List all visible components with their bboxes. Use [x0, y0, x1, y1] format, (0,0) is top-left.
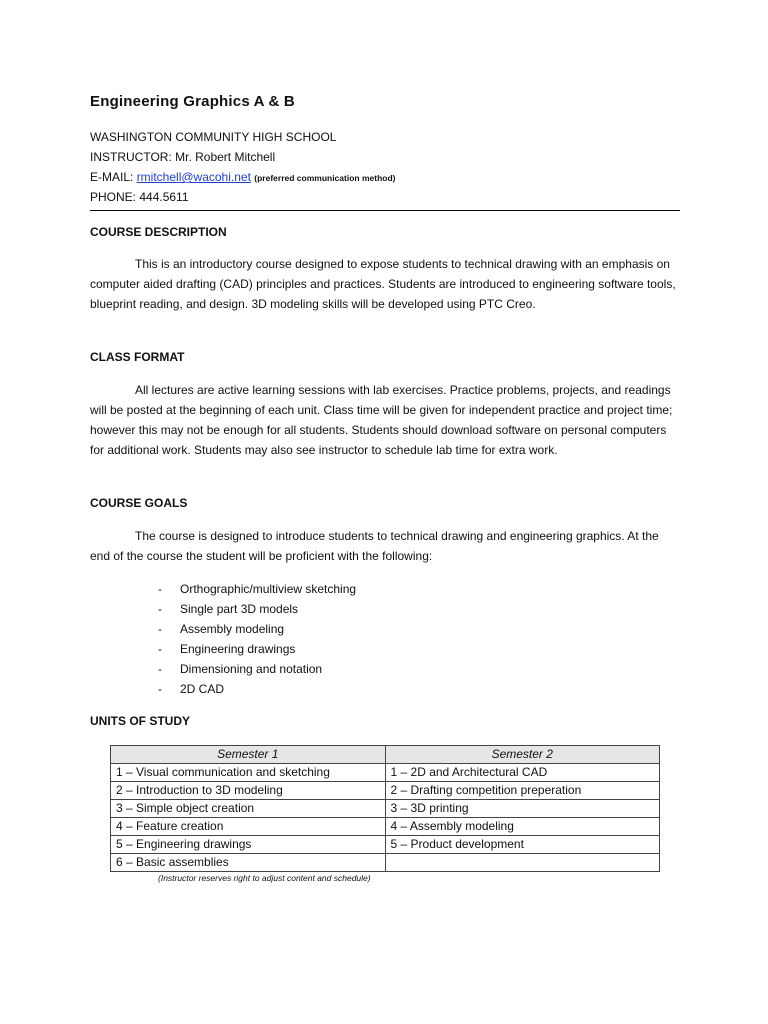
table-cell: 3 – 3D printing	[385, 800, 660, 818]
table-cell: 4 – Assembly modeling	[385, 818, 660, 836]
table-row	[111, 836, 660, 854]
list-item: - Single part 3D models	[158, 599, 356, 619]
course-goals-heading: COURSE GOALS	[90, 496, 188, 510]
goals-list	[158, 579, 356, 699]
units-table	[110, 745, 660, 872]
table-cell: 5 – Product development	[385, 836, 660, 854]
list-item: - Dimensioning and notation	[158, 659, 356, 679]
column-header-semester-2: Semester 2	[385, 746, 660, 764]
table-header-row	[111, 746, 660, 764]
table-cell: 2 – Drafting competition preperation	[385, 782, 660, 800]
list-item: - Engineering drawings	[158, 639, 356, 659]
email-line	[90, 169, 395, 186]
units-table-note: (Instructor reserves right to adjust content and schedule)	[158, 873, 371, 883]
instructor-line: INSTRUCTOR: Mr. Robert Mitchell	[90, 150, 276, 164]
bullet-dash: -	[158, 642, 162, 656]
email-link[interactable]: rmitchell@wacohi.net	[136, 170, 251, 184]
table-row	[111, 782, 660, 800]
course-description-heading: COURSE DESCRIPTION	[90, 225, 227, 239]
table-row	[111, 854, 660, 872]
column-header-semester-1: Semester 1	[111, 746, 386, 764]
phone-line: PHONE: 444.5611	[90, 190, 189, 204]
list-item: - 2D CAD	[158, 679, 356, 699]
bullet-dash: -	[158, 582, 162, 596]
bullet-dash: -	[158, 662, 162, 676]
table-row	[111, 764, 660, 782]
course-goals-text	[90, 526, 680, 566]
class-format-text	[90, 380, 680, 460]
table-cell: 4 – Feature creation	[111, 818, 386, 836]
list-item: - Orthographic/multiview sketching	[158, 579, 356, 599]
bullet-dash: -	[158, 602, 162, 616]
table-cell: 3 – Simple object creation	[111, 800, 386, 818]
table-cell: 5 – Engineering drawings	[111, 836, 386, 854]
class-format-body: All lectures are active learning sessions with lab exercises. Practice problems, projects, and readings will be posted at the beginning of each unit. Class time will be given for independent practice and project time; however this may not be enough for all students. Students should download software on personal computers for additional work. Students may also see instructor to schedule lab time for extra work.	[90, 383, 673, 457]
email-label: E-MAIL:	[90, 170, 137, 184]
list-item: - Assembly modeling	[158, 619, 356, 639]
table-cell	[385, 854, 660, 872]
course-description-body: This is an introductory course designed to expose students to technical drawing with an emphasis on computer aided drafting (CAD) principles and practices. Students are introduced to engineering software tools, blueprint reading, and design. 3D modeling skills will be developed using PTC Creo.	[90, 257, 676, 311]
class-format-heading: CLASS FORMAT	[90, 350, 185, 364]
table-row	[111, 818, 660, 836]
course-description-text	[90, 254, 680, 314]
header-divider	[90, 210, 680, 211]
table-cell: 1 – Visual communication and sketching	[111, 764, 386, 782]
bullet-dash: -	[158, 682, 162, 696]
document-title: Engineering Graphics A & B	[90, 93, 295, 110]
table-cell: 6 – Basic assemblies	[111, 854, 386, 872]
table-cell: 2 – Introduction to 3D modeling	[111, 782, 386, 800]
bullet-dash: -	[158, 622, 162, 636]
school-name: WASHINGTON COMMUNITY HIGH SCHOOL	[90, 130, 337, 144]
email-note: (preferred communication method)	[254, 173, 396, 183]
units-of-study-heading: UNITS OF STUDY	[90, 714, 191, 728]
table-cell: 1 – 2D and Architectural CAD	[385, 764, 660, 782]
course-goals-body: The course is designed to introduce students to technical drawing and engineering graphics. At the end of the course the student will be proficient with the following:	[90, 529, 659, 563]
table-row	[111, 800, 660, 818]
